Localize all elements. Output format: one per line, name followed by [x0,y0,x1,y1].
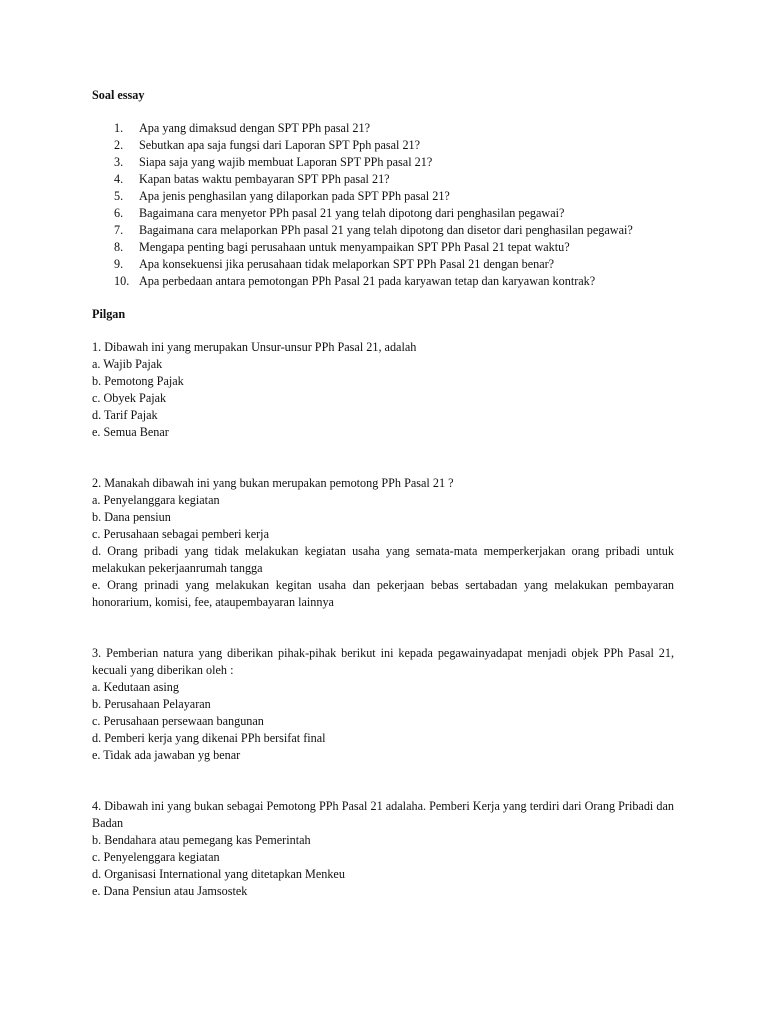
essay-question-number: 6. [114,206,124,220]
essay-question-text: Sebutkan apa saja fungsi dari Laporan SPT Pph pasal 21? [139,138,421,152]
answer-option: b. Perusahaan Pelayaran [92,697,211,711]
answer-option: e. Semua Benar [92,425,169,439]
answer-option: d. Orang pribadi yang tidak melakukan kegiatan usaha yang semata-mata memperkerjakan orang pribadi untuk melakukan pekerjaanrumah tangga [92,544,674,575]
essay-question-number: 8. [114,240,124,254]
question-text: 3. Pemberian natura yang diberikan pihak-pihak berikut ini kepada pegawainyadapat menjadi objek PPh Pasal 21, kecuali yang diberikan oleh : [92,646,674,677]
question-text: 1. Dibawah ini yang merupakan Unsur-unsur PPh Pasal 21, adalah [92,340,417,354]
essay-question-number: 5. [114,189,124,203]
essay-question-text: Kapan batas waktu pembayaran SPT PPh pasal 21? [139,172,390,186]
answer-option: d. Pemberi kerja yang dikenai PPh bersifat final [92,731,326,745]
essay-question [92,273,674,290]
essay-question-number: 7. [114,223,124,237]
essay-question-number: 10. [114,274,130,288]
essay-question [92,171,674,188]
essay-question-text: Apa jenis penghasilan yang dilaporkan pada SPT PPh pasal 21? [139,189,450,203]
answer-option: b. Dana pensiun [92,510,171,524]
answer-option: e. Dana Pensiun atau Jamsostek [92,884,248,898]
essay-question-number: 4. [114,172,124,186]
multiple-choice-question [92,798,674,900]
essay-question-number: 3. [114,155,124,169]
multiple-choice-question [92,339,674,441]
essay-question [92,205,674,222]
essay-question [92,120,674,137]
essay-question-number: 9. [114,257,124,271]
pilgan-heading: Pilgan [92,307,126,321]
answer-option: e. Orang prinadi yang melakukan kegitan usaha dan pekerjaan bebas sertabadan yang melakukan pembayaran honorarium, komisi, fee, ataupembayaran lainnya [92,578,674,609]
question-text: 2. Manakah dibawah ini yang bukan merupakan pemotong PPh Pasal 21 ? [92,476,454,490]
answer-option: a. Kedutaan asing [92,680,179,694]
essay-question-text: Mengapa penting bagi perusahaan untuk menyampaikan SPT PPh Pasal 21 tepat waktu? [139,240,570,254]
essay-question [92,154,674,171]
essay-question-text: Apa perbedaan antara pemotongan PPh Pasal 21 pada karyawan tetap dan karyawan kontrak? [139,274,596,288]
multiple-choice-question [92,475,674,611]
essay-question-text: Apa yang dimaksud dengan SPT PPh pasal 21? [139,121,370,135]
essay-question [92,137,674,154]
answer-option: c. Perusahaan persewaan bangunan [92,714,264,728]
essay-question-text: Siapa saja yang wajib membuat Laporan SPT PPh pasal 21? [139,155,433,169]
answer-option: a. Penyelanggara kegiatan [92,493,220,507]
essay-question-number: 2. [114,138,124,152]
answer-option: d. Tarif Pajak [92,408,158,422]
essay-question-number: 1. [114,121,124,135]
essay-question [92,188,674,205]
essay-question [92,222,674,239]
answer-option: d. Organisasi International yang ditetapkan Menkeu [92,867,345,881]
essay-question-list [92,120,674,290]
answer-option: e. Tidak ada jawaban yg benar [92,748,241,762]
answer-option: a. Wajib Pajak [92,357,163,371]
answer-option: c. Perusahaan sebagai pemberi kerja [92,527,269,541]
question-text: 4. Dibawah ini yang bukan sebagai Pemotong PPh Pasal 21 adalaha. Pemberi Kerja yang terdiri dari Orang Pribadi dan Badan [92,799,674,830]
answer-option: c. Obyek Pajak [92,391,167,405]
essay-question-text: Bagaimana cara melaporkan PPh pasal 21 yang telah dipotong dan disetor dari penghasilan pegawai? [139,223,633,237]
answer-option: c. Penyelenggara kegiatan [92,850,220,864]
essay-question [92,256,674,273]
essay-question [92,239,674,256]
document-page [92,87,674,900]
multiple-choice-question [92,645,674,764]
answer-option: b. Bendahara atau pemegang kas Pemerintah [92,833,311,847]
essay-question-text: Apa konsekuensi jika perusahaan tidak melaporkan SPT PPh Pasal 21 dengan benar? [139,257,555,271]
essay-heading: Soal essay [92,88,145,102]
answer-option: b. Pemotong Pajak [92,374,184,388]
essay-question-text: Bagaimana cara menyetor PPh pasal 21 yang telah dipotong dari penghasilan pegawai? [139,206,565,220]
